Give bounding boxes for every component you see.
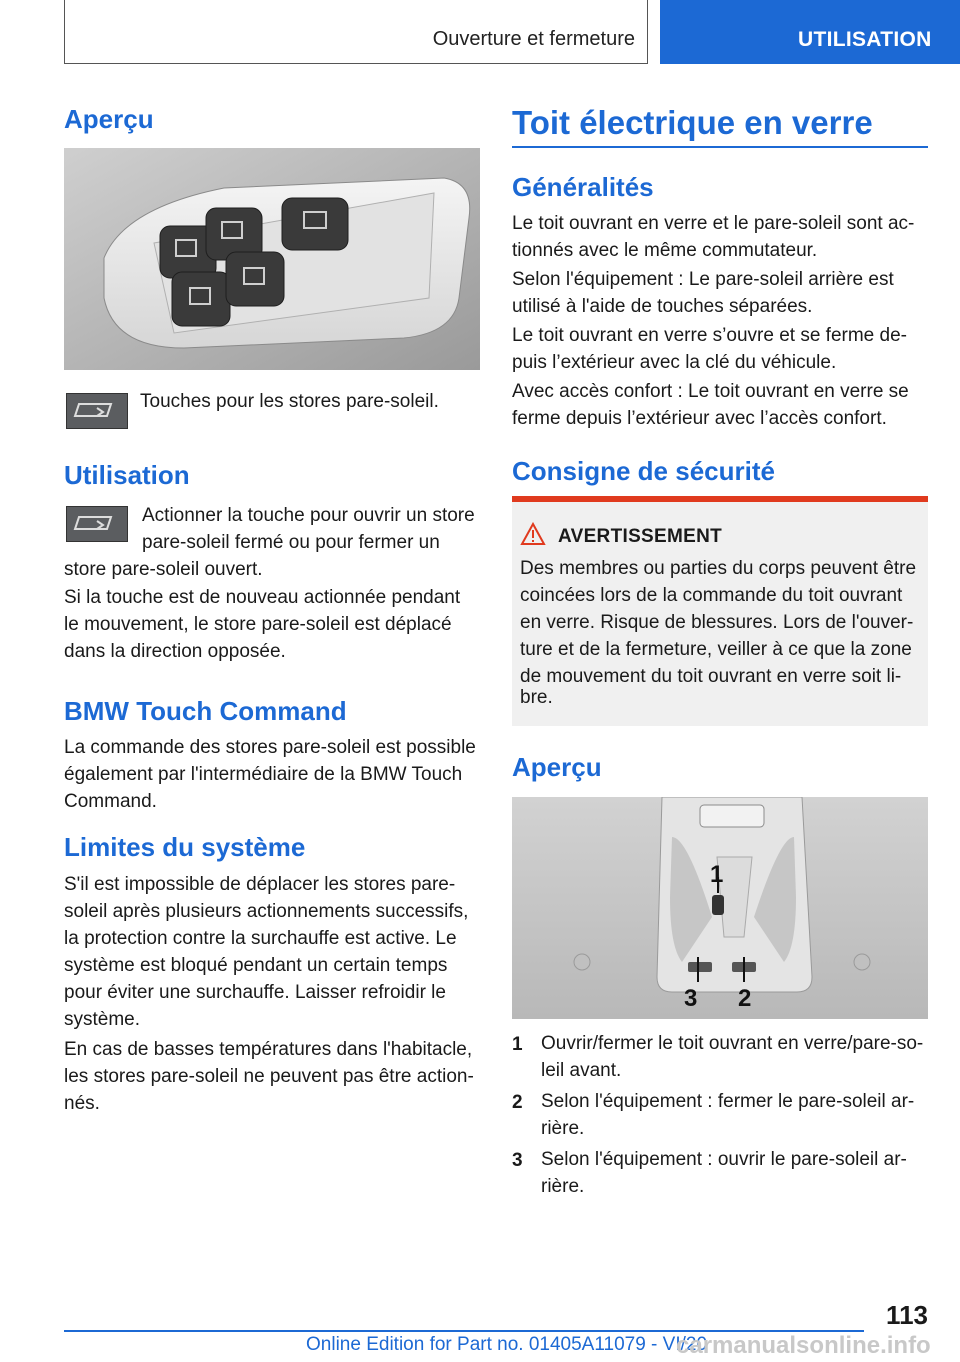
utilisation-text-3: store pare-soleil ouvert. — [64, 559, 263, 580]
gen-p2-2: utilisé à l'aide de touches séparées. — [512, 296, 813, 317]
gen-p3-1: Le toit ouvrant en verre s’ouvre et se ferme de- — [512, 325, 907, 346]
item-1-text-2: leil avant. — [541, 1060, 622, 1081]
main-heading: Toit électrique en verre — [512, 104, 873, 141]
sunshade-key-icon — [66, 393, 128, 429]
consigne-heading: Consigne de sécurité — [512, 456, 775, 486]
limites-p2-1: En cas de basses températures dans l'habitacle, — [64, 1039, 473, 1060]
limites-text-3: la protection contre la surchauffe est active. Le — [64, 928, 457, 949]
callout-1: 1 — [710, 861, 724, 888]
gen-p4-2: ferme depuis l’extérieur avec l’accès confort. — [512, 408, 887, 429]
generalites-heading: Généralités — [512, 172, 654, 202]
limites-text-2: soleil après plusieurs actionnements successifs, — [64, 901, 469, 922]
limites-text-6: système. — [64, 1009, 141, 1030]
photo-caption: Touches pour les stores pare-soleil. — [140, 391, 439, 412]
section-tab[interactable] — [660, 0, 960, 64]
item-number-3: 3 — [512, 1150, 523, 1171]
item-number-2: 2 — [512, 1092, 523, 1113]
gen-p1-2: tionnés avec le même commutateur. — [512, 240, 818, 261]
warning-text-1: Des membres ou parties du corps peuvent être — [520, 558, 917, 579]
bmw-text-1: La commande des stores pare-soleil est possible — [64, 737, 476, 758]
bmw-touch-heading: BMW Touch Command — [64, 696, 347, 726]
warning-triangle-icon — [520, 522, 546, 546]
limites-p2-2: les stores pare-soleil ne peuvent pas être action- — [64, 1066, 474, 1087]
utilisation-p2-1: Si la touche est de nouveau actionnée pendant — [64, 587, 461, 608]
bmw-text-2: également par l'intermédiaire de la BMW Touch — [64, 764, 463, 785]
header-chapter-box — [64, 0, 648, 64]
item-2-text-1: Selon l'équipement : fermer le pare-soleil ar- — [541, 1091, 915, 1112]
section-title: UTILISATION — [798, 28, 932, 51]
limites-p2-3: nés. — [64, 1093, 100, 1114]
watermark: carmanualsonline.info — [676, 1332, 931, 1359]
item-1-text-1: Ouvrir/fermer le toit ouvrant en verre/pare-so- — [541, 1033, 924, 1054]
gen-p3-2: puis l’extérieur avec la clé du véhicule. — [512, 352, 837, 373]
apercu-heading-right: Aperçu — [512, 752, 602, 782]
utilisation-text-1: Actionner la touche pour ouvrir un store — [142, 505, 475, 526]
item-3-text-1: Selon l'équipement : ouvrir le pare-soleil ar- — [541, 1149, 907, 1170]
warning-label: AVERTISSEMENT — [558, 526, 723, 547]
edition-text: Online Edition for Part no. 01405A11079 - VI/20 — [306, 1334, 708, 1355]
item-2-text-2: rière. — [541, 1118, 585, 1139]
heading-rule — [512, 146, 928, 148]
roof-console-photo — [512, 797, 928, 1019]
warning-text-5: de mouvement du toit ouvrant en verre soit li- — [520, 666, 902, 687]
warning-text-4: ture et de la fermeture, veiller à ce que la zone — [520, 639, 912, 660]
warning-text-6: bre. — [520, 687, 553, 708]
callout-3: 3 — [684, 985, 698, 1012]
page-number: 113 — [886, 1300, 928, 1330]
item-number-1: 1 — [512, 1034, 523, 1055]
sunshade-key-icon — [66, 506, 128, 542]
gen-p4-1: Avec accès confort : Le toit ouvrant en verre se — [512, 381, 909, 402]
utilisation-heading: Utilisation — [64, 460, 190, 490]
limites-text-4: système est bloqué pendant un certain temps — [64, 955, 448, 976]
utilisation-p2-2: le mouvement, le store pare-soleil est déplacé — [64, 614, 452, 635]
utilisation-text-2: pare-soleil fermé ou pour fermer un — [142, 532, 440, 553]
item-3-text-2: rière. — [541, 1176, 585, 1197]
warning-text-2: coincées lors de la commande du toit ouvrant — [520, 585, 903, 606]
chapter-title: Ouverture et fermeture — [432, 28, 635, 50]
limites-heading: Limites du système — [64, 832, 306, 862]
limites-text-1: S'il est impossible de déplacer les stores pare- — [64, 874, 456, 895]
gen-p1-1: Le toit ouvrant en verre et le pare-soleil sont ac- — [512, 213, 915, 234]
utilisation-p2-3: dans la direction opposée. — [64, 641, 286, 662]
gen-p2-1: Selon l'équipement : Le pare-soleil arrière est — [512, 269, 894, 290]
bmw-text-3: Command. — [64, 791, 157, 812]
callout-2: 2 — [738, 985, 752, 1012]
apercu-heading: Aperçu — [64, 104, 154, 134]
limites-text-5: pour éviter une surchauffe. Laisser refroidir le — [64, 982, 446, 1003]
warning-text-3: en verre. Risque de blessures. Lors de l'ouver- — [520, 612, 914, 633]
sunshade-buttons-photo — [64, 148, 480, 370]
